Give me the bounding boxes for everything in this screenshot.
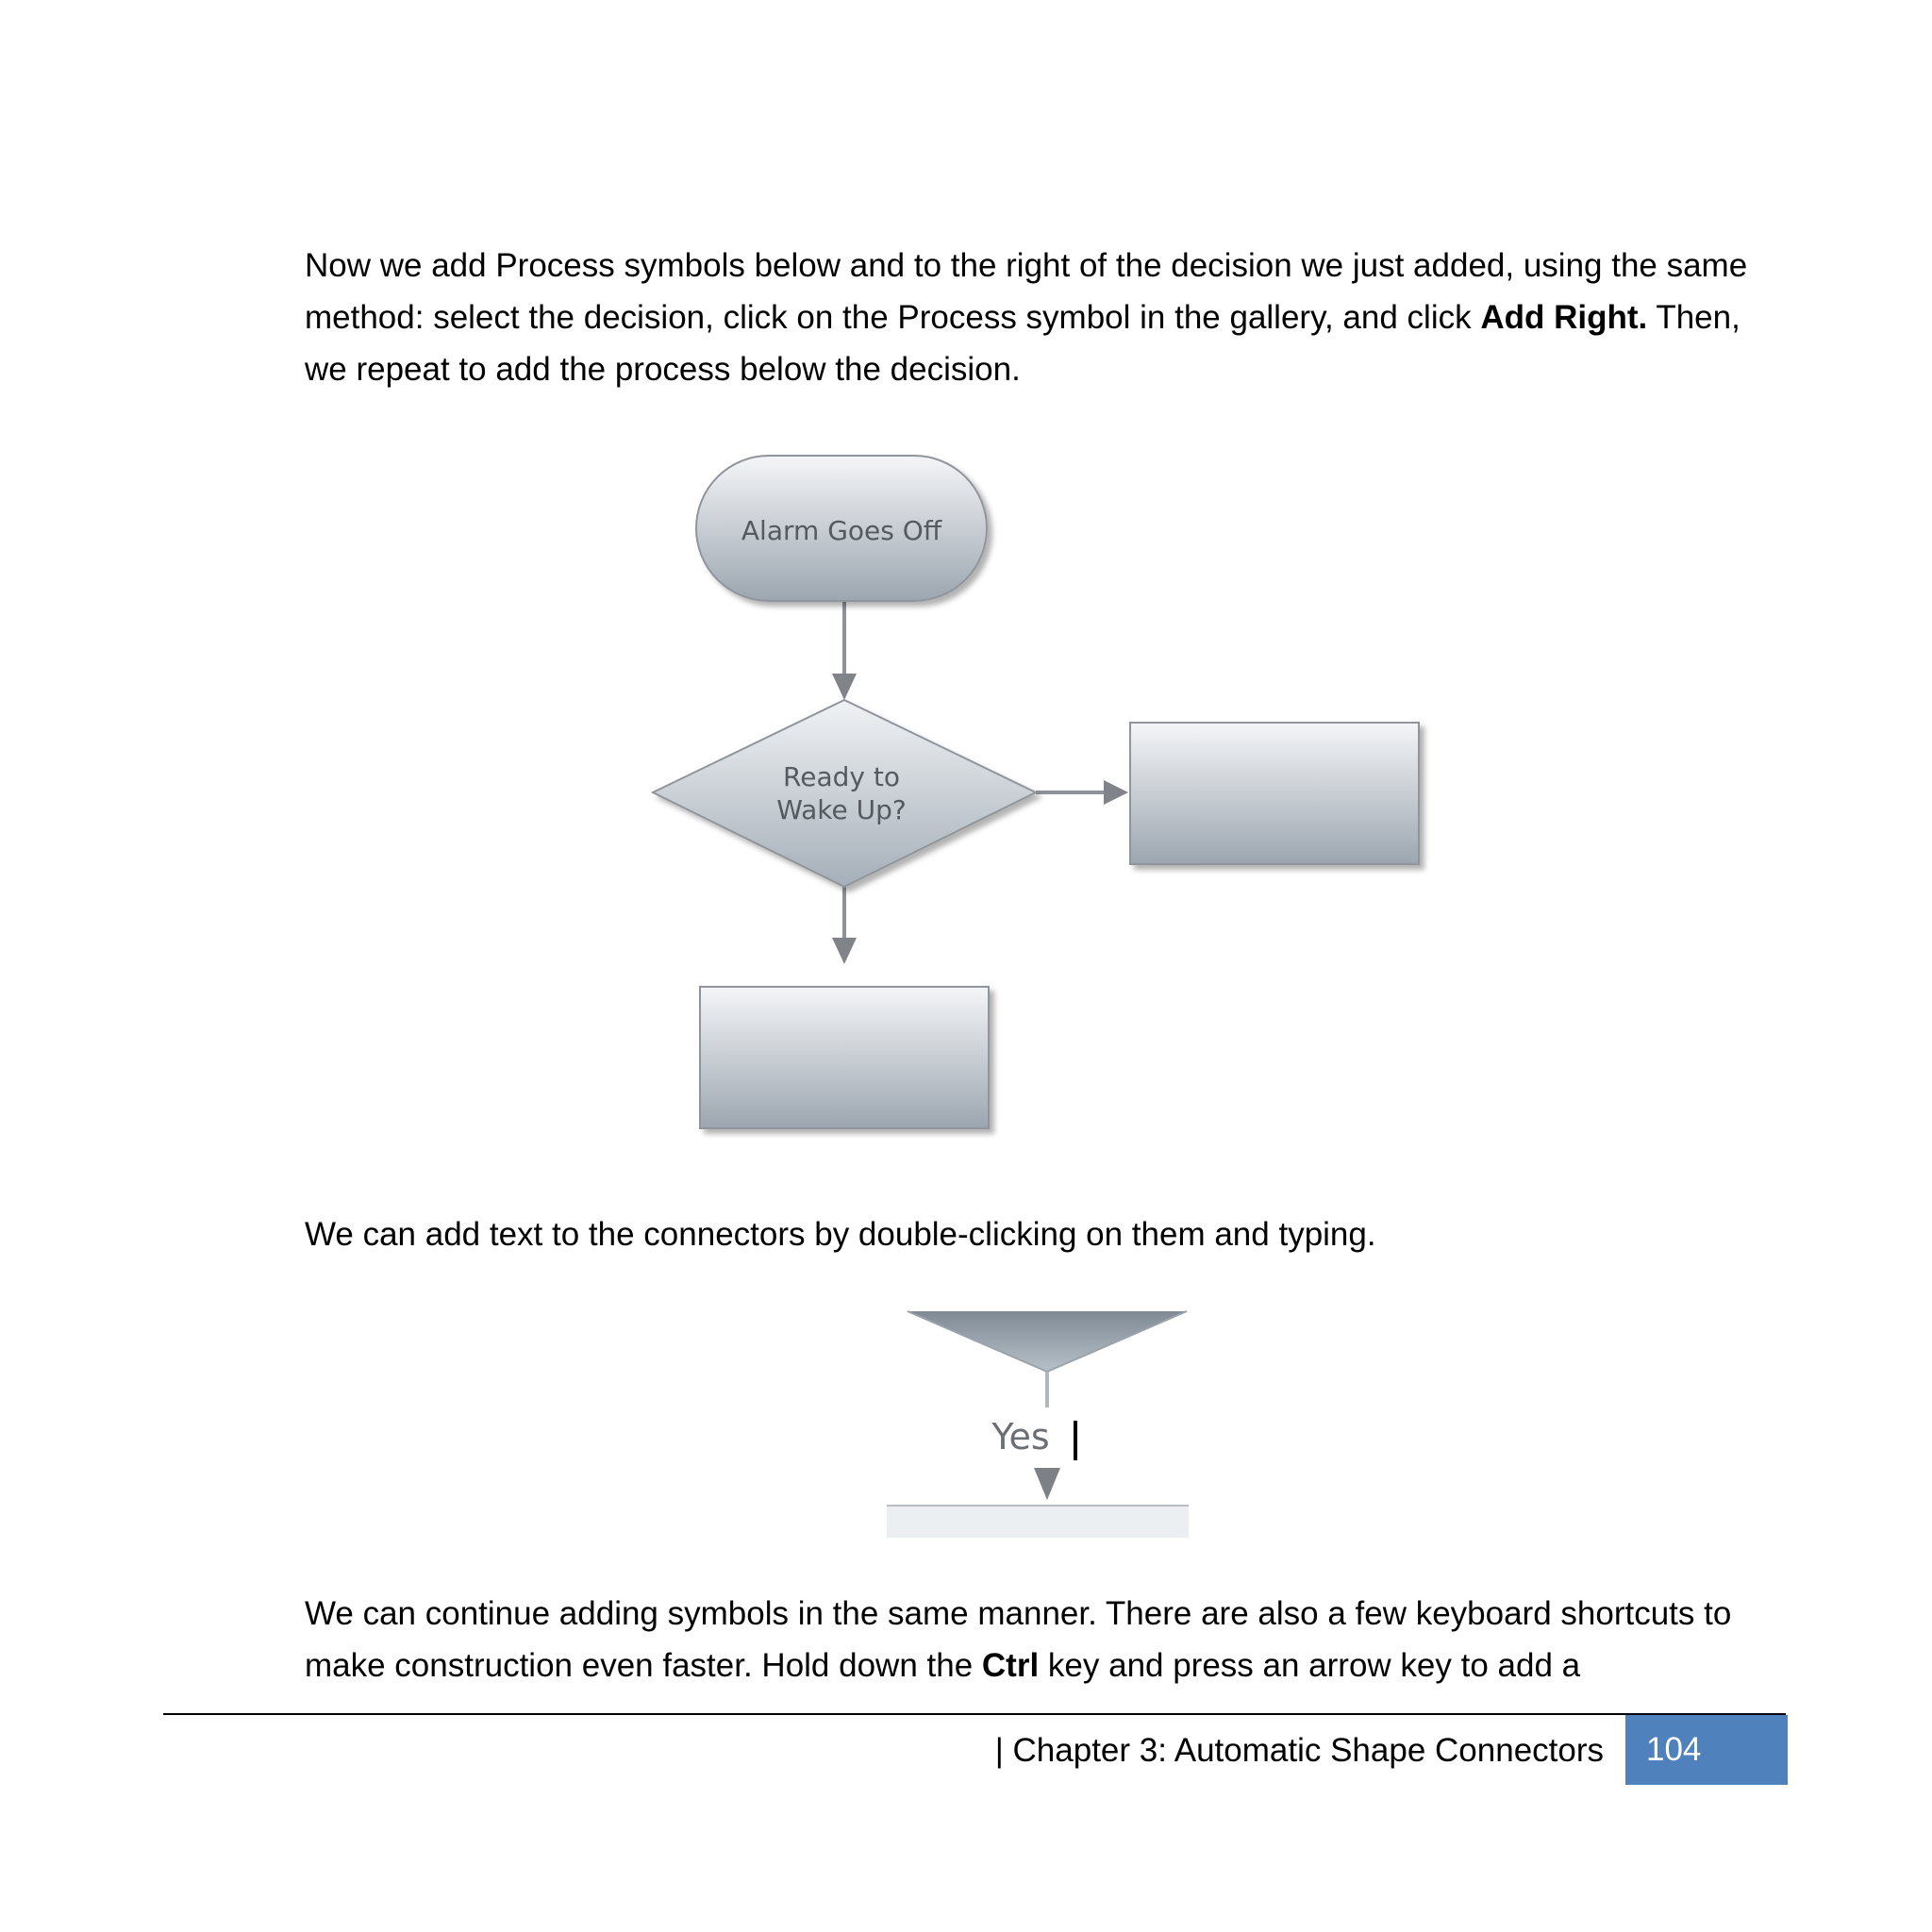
paragraph-intro (305, 240, 1776, 395)
footer-divider (163, 1713, 1786, 1715)
footer-chapter-title: | Chapter 3: Automatic Shape Connectors (994, 1732, 1604, 1769)
paragraph-keyboard-shortcuts (305, 1588, 1776, 1691)
paragraph-connector-text (305, 1208, 1776, 1260)
connector-decision-to-below[interactable] (832, 887, 857, 964)
connector-label-example (887, 1311, 1189, 1538)
process-shape-right[interactable] (1130, 723, 1419, 864)
paragraph-text: We can continue adding symbols in the same manner. There are also a few keyboard shortcuts to make construction even faster. Hold down the (305, 1595, 1732, 1684)
bold-term: Add Right. (1480, 299, 1648, 336)
process-shape-below[interactable] (700, 987, 989, 1128)
terminator-label: Alarm Goes Off (741, 515, 942, 546)
terminator-shape[interactable] (696, 456, 987, 601)
bold-term: Ctrl (981, 1647, 1040, 1684)
connector-label-input[interactable]: Yes (991, 1416, 1050, 1457)
paragraph-text: key and press an arrow key to add a (1039, 1647, 1581, 1684)
decision-label-line2: Wake Up? (776, 794, 907, 825)
process-shape-top-edge (887, 1506, 1189, 1538)
connector-decision-to-right[interactable] (1036, 780, 1128, 805)
decision-label-line1: Ready to (783, 761, 900, 792)
paragraph-text: Now we add Process symbols below and to the right of the decision we just added, using the same method: select the decision, click on the Process symbol in the gallery, and click (305, 247, 1748, 336)
connector-terminator-to-decision[interactable] (832, 602, 857, 700)
paragraph-text: Then, we repeat to add the process below the decision. (305, 299, 1740, 388)
text-cursor (1074, 1421, 1077, 1460)
flowchart-figure (641, 443, 1453, 1160)
decision-shape[interactable] (653, 700, 1036, 887)
paragraph-text: We can add text to the connectors by double-clicking on them and typing. (305, 1216, 1376, 1253)
decision-shape-bottom (908, 1311, 1187, 1372)
footer-page-number: 104 (1625, 1715, 1788, 1785)
